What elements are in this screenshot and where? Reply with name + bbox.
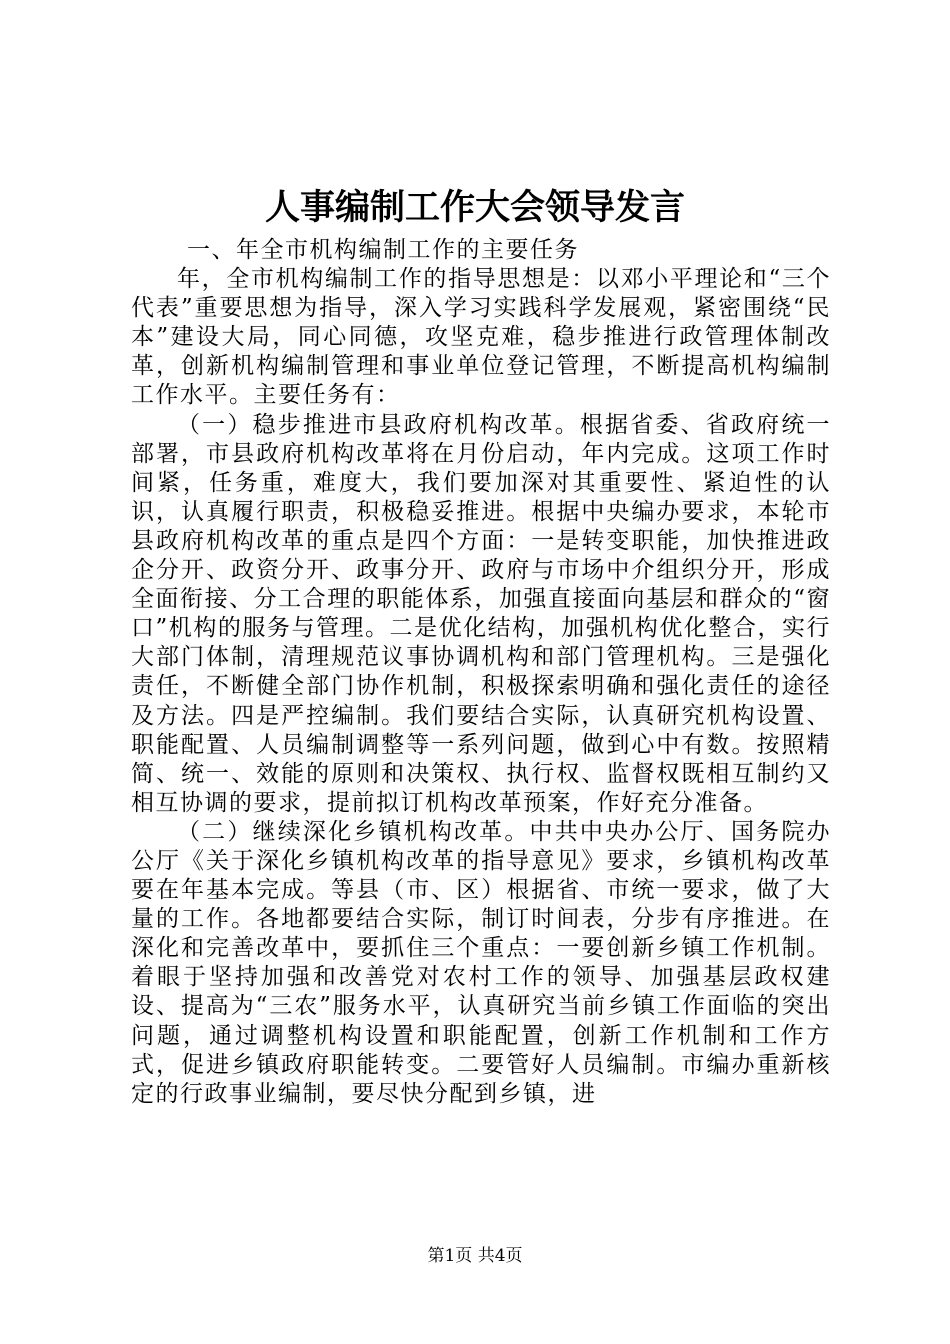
page-number: 第1页 共4页 (427, 1246, 523, 1266)
body-paragraph: （一）稳步推进市县政府机构改革。根据省委、省政府统一部署，市县政府机构改革将在月份启动，年内完成。这项工作时间紧，任务重，难度大，我们要加深对其重要性、紧迫性的认识，认真履行职责，积极稳妥推进。根据中央编办要求，本轮市县政府机构改革的重点是四个方面：一是转变职能，加快推进政企分开、政资分开、政事分开、政府与市场中介组织分开，形成全面衔接、分工合理的职能体系，加强直接面向基层和群众的“窗口”机构的服务与管理。二是优化结构，加强机构优化整合，实行大部门体制，清理规范议事协调机构和部门管理机构。三是强化责任，不断健全部门协作机制，积极探索明确和强化责任的途径及方法。四是严控编制。我们要结合实际，认真研究机构设置、职能配置、人员编制调整等一系列问题，做到心中有数。按照精简、统一、效能的原则和决策权、执行权、监督权既相互制约又相互协调的要求，提前拟订机构改革预案，作好充分准备。 (131, 411, 831, 816)
document-body (131, 236, 831, 1109)
section-heading: 一、年全市机构编制工作的主要任务 (187, 237, 579, 263)
document-title: 人事编制工作大会领导发言 (264, 187, 685, 228)
body-paragraph: 年，全市机构编制工作的指导思想是：以邓小平理论和“三个代表”重要思想为指导，深入学习实践科学发展观，紧密围绕“民本”建设大局，同心同德，攻坚克难，稳步推进行政管理体制改革，创新机构编制管理和事业单位登记管理，不断提高机构编制工作水平。主要任务有： (131, 266, 831, 409)
body-paragraph: （二）继续深化乡镇机构改革。中共中央办公厅、国务院办公厅《关于深化乡镇机构改革的指导意见》要求，乡镇机构改革要在年基本完成。等县（市、区）根据省、市统一要求，做了大量的工作。各地都要结合实际，制订时间表，分步有序推进。在深化和完善改革中，要抓住三个重点：一要创新乡镇工作机制。着眼于坚持加强和改善党对农村工作的领导、加强基层政权建设、提高为“三农”服务水平，认真研究当前乡镇工作面临的突出问题，通过调整机构设置和职能配置，创新工作机制和工作方式，促进乡镇政府职能转变。二要管好人员编制。市编办重新核定的行政事业编制，要尽快分配到乡镇，进 (131, 818, 831, 1107)
